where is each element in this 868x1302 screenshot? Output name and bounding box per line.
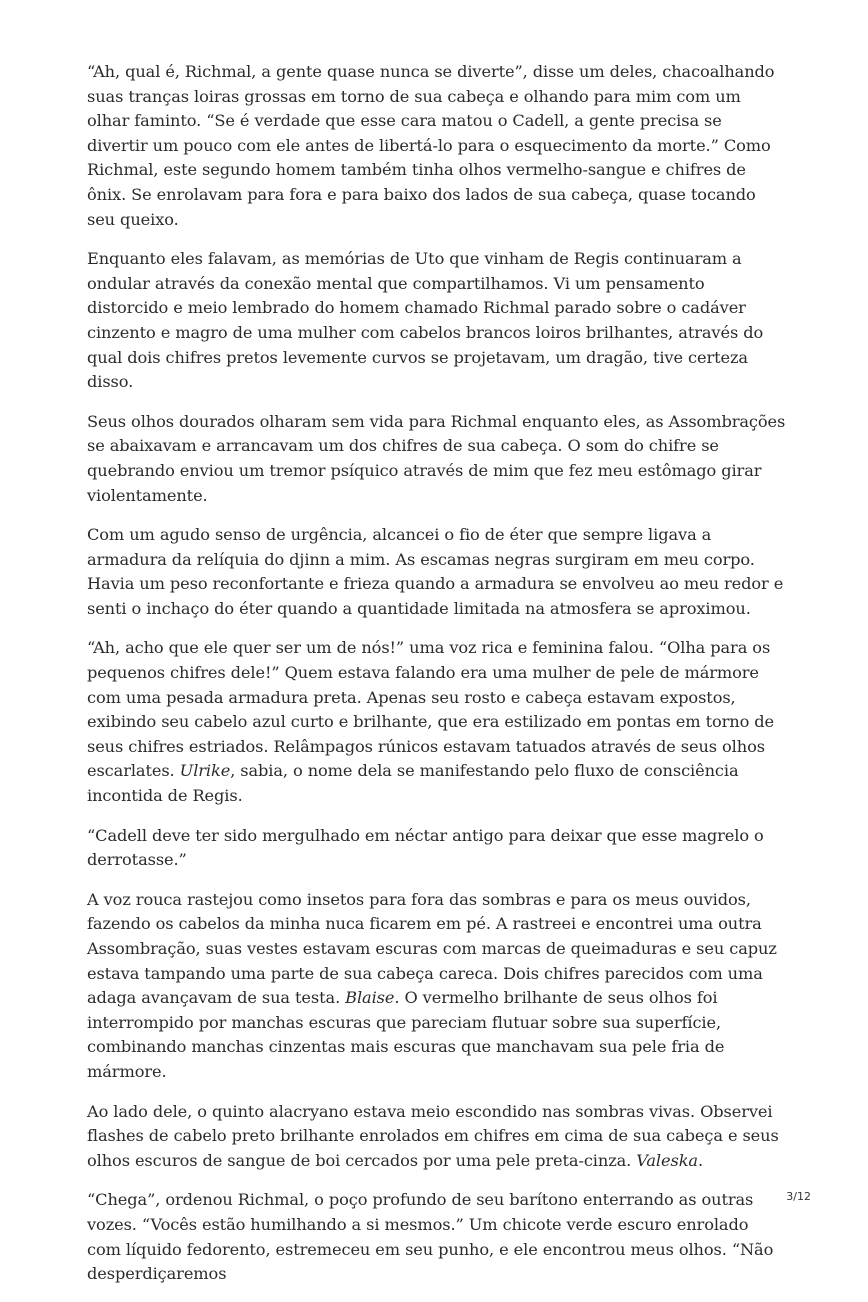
paragraph	[87, 1188, 787, 1286]
paragraph	[87, 824, 787, 873]
paragraph-text: “Chega”, ordenou Richmal, o poço profundo de seu barítono enterrando as outras vozes. “Vocês estão humilhando a si mesmos.” Um chicote verde escuro enrolado com líquido fedorento, estremeceu em seu punho, e ele encontrou meus olhos. “Não desperdiçaremos	[87, 1190, 774, 1284]
paragraph-text: . O vermelho brilhante de seus olhos foi interrompido por manchas escuras que pareciam flutuar sobre sua superfície, combinando manchas cinzentas mais escuras que manchavam sua pele fria de mármore.	[87, 988, 725, 1081]
paragraph-text: “Cadell deve ter sido mergulhado em néctar antigo para deixar que esse magrelo o derrotasse.”	[87, 825, 764, 870]
paragraph-text: , sabia, o nome dela se manifestando pelo fluxo de consciência incontida de Regis.	[87, 761, 739, 806]
paragraph-text: Ao lado dele, o quinto alacryano estava meio escondido nas sombras vivas. Observei flashes de cabelo preto brilhante enrolados em chifres em cima de sua cabeça e seus olhos escuros de sangue de boi cercados por uma pele preta-cinza.	[87, 1101, 779, 1170]
paragraph	[87, 1100, 787, 1174]
paragraph	[87, 410, 787, 508]
paragraph-text: “Ah, qual é, Richmal, a gente quase nunca se diverte”, disse um deles, chacoalhando suas tranças loiras grossas em torno de sua cabeça e olhando para mim com um olhar faminto. “Se é verdade que esse cara matou o Cadell, a gente precisa se divertir um pouco com ele antes de libertá-lo para o esquecimento da morte.” Como Richmal, este segundo homem também tinha olhos vermelho-sangue e chifres de ônix. Se enrolavam para fora e para baixo dos lados de sua cabeça, quase tocando seu queixo.	[87, 62, 775, 229]
paragraph-text: Enquanto eles falavam, as memórias de Uto que vinham de Regis continuaram a ondular através da conexão mental que compartilhamos. Vi um pensamento distorcido e meio lembrado do homem chamado Richmal parado sobre o cadáver cinzento e magro de uma mulher com cabelos brancos loiros brilhantes, através do qual dois chifres pretos levemente curvos se projetavam, um dragão, tive certeza disso.	[87, 249, 764, 392]
paragraph-text: A voz rouca rastejou como insetos para fora das sombras e para os meus ouvidos, fazendo os cabelos da minha nuca ficarem em pé. A rastreei e encontrei uma outra Assombração, suas vestes estavam escuras com marcas de queimaduras e seu capuz estava tampando uma parte de sua cabeça careca. Dois chifres parecidos com uma adaga avançavam de sua testa.	[87, 889, 777, 1008]
italic-name: Valeska	[636, 1150, 698, 1170]
paragraph	[87, 60, 787, 232]
paragraph-text: Com um agudo senso de urgência, alcancei o fio de éter que sempre ligava a armadura da relíquia do djinn a mim. As escamas negras surgiram em meu corpo. Havia um peso reconfortante e frieza quando a armadura se envolveu ao meu redor e senti o inchaço do éter quando a quantidade limitada na atmosfera se aproximou.	[87, 525, 784, 618]
italic-name: Blaise	[345, 988, 395, 1008]
paragraph-text: “Ah, acho que ele quer ser um de nós!” uma voz rica e feminina falou. “Olha para os pequenos chifres dele!” Quem estava falando era uma mulher de pele de mármore com uma pesada armadura preta. Apenas seu rosto e cabeça estavam expostos, exibindo seu cabelo azul curto e brilhante, que era estilizado em pontas em torno de seus chifres estriados. Relâmpagos rúnicos estavam tatuados através de seus olhos escarlates.	[87, 638, 775, 781]
paragraph	[87, 247, 787, 395]
paragraph	[87, 523, 787, 621]
document-body	[87, 60, 787, 1302]
paragraph	[87, 636, 787, 808]
italic-name: Ulrike	[179, 761, 231, 781]
page-number: 3/12	[786, 1190, 811, 1203]
paragraph-text: Seus olhos dourados olharam sem vida para Richmal enquanto eles, as Assombrações se abaixavam e arrancavam um dos chifres de sua cabeça. O som do chifre se quebrando enviou um tremor psíquico através de mim que fez meu estômago girar violentamente.	[87, 411, 786, 505]
paragraph-container	[87, 60, 787, 1287]
paragraph-text: .	[697, 1150, 704, 1170]
paragraph	[87, 888, 787, 1085]
